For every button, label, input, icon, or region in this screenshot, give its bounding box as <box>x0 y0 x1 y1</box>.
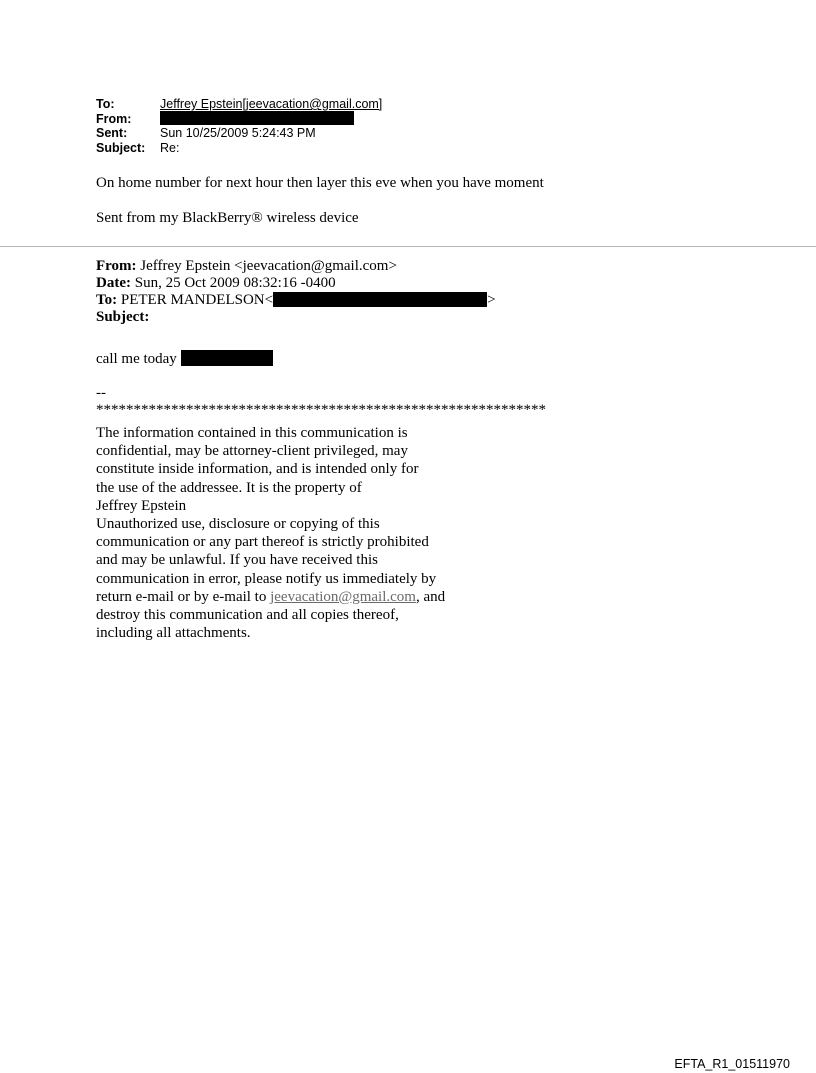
from-value <box>160 112 354 127</box>
redaction-bar <box>160 111 354 125</box>
sent-label: Sent: <box>96 126 128 140</box>
disclaimer-line: the use of the addressee. It is the property of <box>96 479 362 496</box>
document-id: EFTA_R1_01511970 <box>674 1057 790 1071</box>
quoted-to-row <box>96 292 496 309</box>
header-from-row <box>96 112 382 127</box>
reply-signature-line: Sent from my BlackBerry® wireless device <box>96 210 359 226</box>
subject-value: Re: <box>160 140 180 155</box>
disclaimer-text: return e-mail or by e-mail to <box>96 588 271 605</box>
subject-label: Subject: <box>96 140 146 155</box>
quoted-date-value: Sun, 25 Oct 2009 08:32:16 -0400 <box>130 275 336 291</box>
redaction-bar <box>273 292 487 307</box>
quoted-to-value: PETER MANDELSON< <box>117 292 274 308</box>
disclaimer-line: confidential, may be attorney-client privileged, may <box>96 443 408 460</box>
disclaimer-text: , and <box>415 588 446 605</box>
signature-dashes: -- <box>96 385 106 401</box>
quoted-date-label: Date: <box>96 275 131 291</box>
sent-value: Sun 10/25/2009 5:24:43 PM <box>160 126 316 140</box>
message-divider <box>0 246 816 247</box>
disclaimer-line: Unauthorized use, disclosure or copying of this <box>96 515 380 532</box>
quoted-from-label: From: <box>96 258 137 274</box>
quoted-from-value: Jeffrey Epstein <jeevacation@gmail.com> <box>136 258 397 274</box>
disclaimer-line <box>96 588 445 606</box>
quoted-message-text: call me today <box>96 351 181 367</box>
to-label: To: <box>96 97 115 111</box>
email-header <box>96 97 382 155</box>
quoted-to-label: To: <box>96 292 118 308</box>
disclaimer-line: Jeffrey Epstein <box>96 497 187 514</box>
quoted-from-row <box>96 258 496 275</box>
header-sent-row <box>96 126 382 141</box>
signature-stars: ************************************************************ <box>96 402 546 418</box>
reply-body-line: On home number for next hour then layer this eve when you have moment <box>96 175 544 191</box>
disclaimer-line: communication in error, please notify us immediately by <box>96 570 437 587</box>
header-to-row <box>96 97 382 112</box>
email-link[interactable]: jeevacation@gmail.com <box>270 588 416 605</box>
disclaimer-line: The information contained in this communication is <box>96 425 408 441</box>
disclaimer-line: constitute inside information, and is intended only for <box>96 461 419 478</box>
quoted-subject-row <box>96 309 496 326</box>
from-label: From: <box>96 111 132 126</box>
to-value[interactable]: Jeffrey Epstein[jeevacation@gmail.com] <box>160 97 383 111</box>
quoted-subject-label: Subject: <box>96 309 150 325</box>
disclaimer-line: including all attachments. <box>96 625 251 642</box>
quoted-to-trail: > <box>487 292 496 308</box>
signature-separator <box>96 385 546 419</box>
disclaimer-line: destroy this communication and all copies thereof, <box>96 606 399 623</box>
header-subject-row <box>96 141 382 156</box>
disclaimer-line: communication or any part thereof is strictly prohibited <box>96 534 429 551</box>
confidentiality-disclaimer <box>96 424 445 642</box>
quoted-date-row <box>96 275 496 292</box>
redaction-bar <box>181 350 273 366</box>
quoted-message <box>96 350 273 368</box>
disclaimer-line: and may be unlawful. If you have received this <box>96 552 378 569</box>
quoted-header <box>96 258 496 326</box>
